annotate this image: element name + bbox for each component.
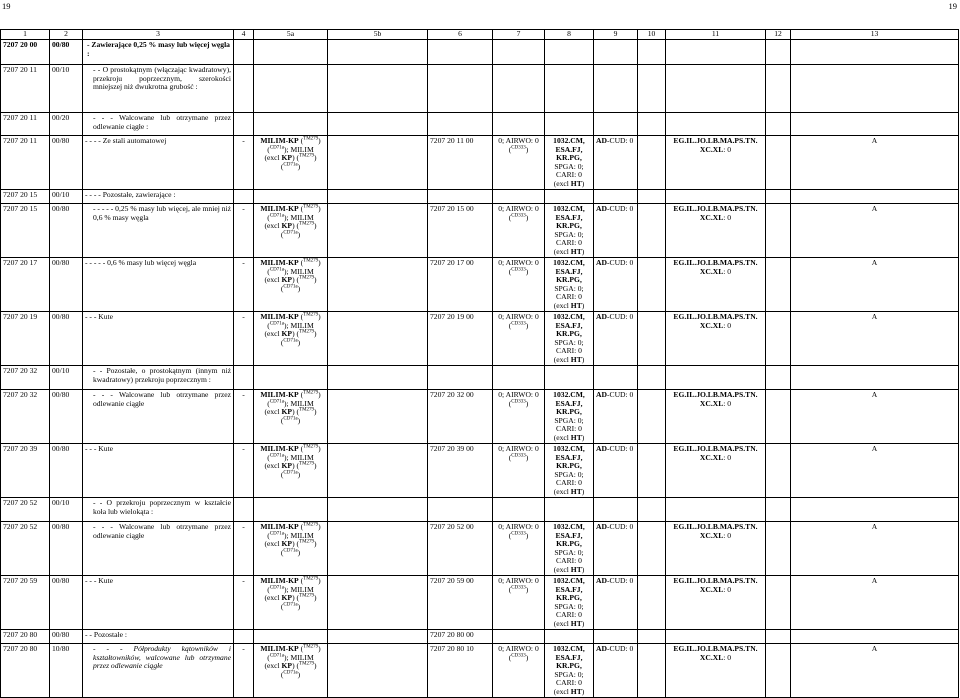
duty-cell: [493, 40, 545, 65]
col-header-3: 3: [83, 30, 234, 40]
measure-rule-cell: [254, 498, 328, 522]
tariff-table: [0, 29, 959, 698]
cn-code-cell: 7207 20 32: [1, 366, 50, 390]
description-cell: - - - Kute: [83, 312, 234, 366]
duty-cell: 0; AIRWO: 0 ($^{CD333}$): [493, 136, 545, 190]
preference-cell: [545, 630, 594, 644]
description-cell: - Zawierające 0,25 % masy lub więcej węgla :: [83, 40, 234, 65]
category-cell: A: [791, 444, 959, 498]
col4-cell: -: [234, 644, 254, 698]
antidumping-cell: AD-CUD: 0: [594, 258, 638, 312]
measure-rule-cell: [254, 366, 328, 390]
col-header-13: 13: [791, 30, 959, 40]
col5b-cell: [328, 522, 428, 576]
measure-rule-cell: MILIM-KP ($^{TM279}$) ($^{CD71a}$); MILIM (excl KP) ($^{TM279}$) ($^{CD71a}$): [254, 312, 328, 366]
table-row: [1, 204, 959, 258]
taric-suffix-cell: 00/80: [50, 136, 83, 190]
description-cell: - - Pozostałe :: [83, 630, 234, 644]
col-header-1: 1: [1, 30, 50, 40]
preference-cell: 1032.CM, ESA.FJ, KR.PG, SPGA: 0; CARI: 0 (excl HT): [545, 522, 594, 576]
cn-code-cell: 7207 20 11: [1, 65, 50, 113]
country-group-cell: [666, 190, 766, 204]
country-group-cell: EG.IL.JO.LB.MA.PS.TN. XC.XL: 0: [666, 312, 766, 366]
col10-cell: [638, 366, 666, 390]
measure-rule-cell: [254, 630, 328, 644]
col10-cell: [638, 644, 666, 698]
description-cell: - - - - - 0,6 % masy lub więcej węgla: [83, 258, 234, 312]
taric-suffix-cell: 00/80: [50, 312, 83, 366]
taric-suffix-cell: 00/10: [50, 190, 83, 204]
col10-cell: [638, 40, 666, 65]
duty-cell: 0; AIRWO: 0 ($^{CD333}$): [493, 390, 545, 444]
taric-suffix-cell: 00/80: [50, 258, 83, 312]
taric-code-cell: 7207 20 80 10: [428, 644, 493, 698]
table-row: [1, 190, 959, 204]
measure-rule-cell: [254, 65, 328, 113]
table-row: [1, 312, 959, 366]
description-cell: - - - Kute: [83, 576, 234, 630]
antidumping-cell: [594, 366, 638, 390]
table-row: [1, 630, 959, 644]
taric-suffix-cell: 00/80: [50, 522, 83, 576]
col-header-10: 10: [638, 30, 666, 40]
duty-cell: [493, 190, 545, 204]
table-row: [1, 576, 959, 630]
taric-suffix-cell: 00/20: [50, 113, 83, 136]
antidumping-cell: [594, 113, 638, 136]
duty-cell: [493, 498, 545, 522]
col4-cell: [234, 366, 254, 390]
col4-cell: [234, 113, 254, 136]
table-row: [1, 522, 959, 576]
measure-rule-cell: MILIM-KP ($^{TM279}$) ($^{CD71a}$); MILIM (excl KP) ($^{TM279}$) ($^{CD71a}$): [254, 644, 328, 698]
col12-cell: [766, 312, 791, 366]
col5b-cell: [328, 498, 428, 522]
taric-suffix-cell: 00/80: [50, 630, 83, 644]
col5b-cell: [328, 644, 428, 698]
country-group-cell: EG.IL.JO.LB.MA.PS.TN. XC.XL: 0: [666, 576, 766, 630]
table-row: [1, 498, 959, 522]
col10-cell: [638, 522, 666, 576]
preference-cell: [545, 498, 594, 522]
country-group-cell: EG.IL.JO.LB.MA.PS.TN. XC.XL: 0: [666, 444, 766, 498]
col10-cell: [638, 576, 666, 630]
preference-cell: 1032.CM, ESA.FJ, KR.PG, SPGA: 0; CARI: 0 (excl HT): [545, 390, 594, 444]
country-group-cell: [666, 630, 766, 644]
col5b-cell: [328, 630, 428, 644]
category-cell: [791, 498, 959, 522]
col4-cell: -: [234, 444, 254, 498]
col5b-cell: [328, 366, 428, 390]
antidumping-cell: [594, 498, 638, 522]
taric-code-cell: [428, 65, 493, 113]
category-cell: A: [791, 644, 959, 698]
duty-cell: 0; AIRWO: 0 ($^{CD333}$): [493, 204, 545, 258]
category-cell: [791, 113, 959, 136]
col12-cell: [766, 113, 791, 136]
category-cell: [791, 65, 959, 113]
measure-rule-cell: MILIM-KP ($^{TM279}$) ($^{CD71a}$); MILIM (excl KP) ($^{TM279}$) ($^{CD71a}$): [254, 576, 328, 630]
description-cell: - - O prostokątnym (włączając kwadratowy), przekroju poprzecznym, szerokości mniejszej niż dwukrotna grubość :: [83, 65, 234, 113]
col12-cell: [766, 258, 791, 312]
table-row: [1, 136, 959, 190]
measure-rule-cell: MILIM-KP ($^{TM279}$) ($^{CD71a}$); MILIM (excl KP) ($^{TM279}$) ($^{CD71a}$): [254, 522, 328, 576]
col-header-8: 8: [545, 30, 594, 40]
description-cell: - - - - Pozostałe, zawierające :: [83, 190, 234, 204]
category-cell: [791, 366, 959, 390]
duty-cell: 0; AIRWO: 0 ($^{CD333}$): [493, 312, 545, 366]
category-cell: A: [791, 136, 959, 190]
description-cell: - - - Kute: [83, 444, 234, 498]
measure-rule-cell: MILIM-KP ($^{TM279}$) ($^{CD71a}$); MILIM (excl KP) ($^{TM279}$) ($^{CD71a}$): [254, 444, 328, 498]
col5b-cell: [328, 444, 428, 498]
antidumping-cell: AD-CUD: 0: [594, 522, 638, 576]
taric-suffix-cell: 00/10: [50, 498, 83, 522]
taric-code-cell: 7207 20 11 00: [428, 136, 493, 190]
col12-cell: [766, 644, 791, 698]
description-cell: - - - - Ze stali automatowej: [83, 136, 234, 190]
col12-cell: [766, 630, 791, 644]
preference-cell: 1032.CM, ESA.FJ, KR.PG, SPGA: 0; CARI: 0 (excl HT): [545, 258, 594, 312]
col5b-cell: [328, 40, 428, 65]
col5b-cell: [328, 65, 428, 113]
duty-cell: [493, 630, 545, 644]
col-header-4: 4: [234, 30, 254, 40]
description-cell: - - - Walcowane lub otrzymane przez odlewanie ciągłe: [83, 522, 234, 576]
antidumping-cell: AD-CUD: 0: [594, 644, 638, 698]
taric-suffix-cell: 00/80: [50, 576, 83, 630]
table-row: [1, 113, 959, 136]
col12-cell: [766, 65, 791, 113]
col4-cell: -: [234, 390, 254, 444]
col-header-7: 7: [493, 30, 545, 40]
duty-cell: [493, 113, 545, 136]
duty-cell: 0; AIRWO: 0 ($^{CD333}$): [493, 444, 545, 498]
cn-code-cell: 7207 20 80: [1, 644, 50, 698]
col-header-9: 9: [594, 30, 638, 40]
col4-cell: -: [234, 204, 254, 258]
category-cell: A: [791, 312, 959, 366]
table-row: [1, 40, 959, 65]
country-group-cell: [666, 366, 766, 390]
col4-cell: [234, 190, 254, 204]
col5b-cell: [328, 113, 428, 136]
preference-cell: [545, 40, 594, 65]
col-header-11: 11: [666, 30, 766, 40]
antidumping-cell: AD-CUD: 0: [594, 444, 638, 498]
preference-cell: 1032.CM, ESA.FJ, KR.PG, SPGA: 0; CARI: 0 (excl HT): [545, 576, 594, 630]
country-group-cell: EG.IL.JO.LB.MA.PS.TN. XC.XL: 0: [666, 522, 766, 576]
duty-cell: 0; AIRWO: 0 ($^{CD333}$): [493, 644, 545, 698]
taric-code-cell: 7207 20 17 00: [428, 258, 493, 312]
preference-cell: 1032.CM, ESA.FJ, KR.PG, SPGA: 0; CARI: 0 (excl HT): [545, 204, 594, 258]
col12-cell: [766, 136, 791, 190]
taric-code-cell: 7207 20 39 00: [428, 444, 493, 498]
col5b-cell: [328, 312, 428, 366]
col5b-cell: [328, 190, 428, 204]
taric-code-cell: 7207 20 32 00: [428, 390, 493, 444]
col-header-6: 6: [428, 30, 493, 40]
country-group-cell: EG.IL.JO.LB.MA.PS.TN. XC.XL: 0: [666, 136, 766, 190]
col5b-cell: [328, 390, 428, 444]
col-header-12: 12: [766, 30, 791, 40]
cn-code-cell: 7207 20 32: [1, 390, 50, 444]
preference-cell: [545, 366, 594, 390]
taric-suffix-cell: 00/80: [50, 444, 83, 498]
col10-cell: [638, 136, 666, 190]
country-group-cell: EG.IL.JO.LB.MA.PS.TN. XC.XL: 0: [666, 390, 766, 444]
col12-cell: [766, 522, 791, 576]
col4-cell: [234, 65, 254, 113]
duty-cell: 0; AIRWO: 0 ($^{CD333}$): [493, 522, 545, 576]
description-cell: - - - Walcowane lub otrzymane przez odlewanie ciągłe :: [83, 113, 234, 136]
taric-code-cell: [428, 190, 493, 204]
table-row: [1, 390, 959, 444]
table-body: [1, 40, 959, 698]
col10-cell: [638, 258, 666, 312]
col5b-cell: [328, 136, 428, 190]
col10-cell: [638, 65, 666, 113]
duty-cell: 0; AIRWO: 0 ($^{CD333}$): [493, 576, 545, 630]
taric-code-cell: 7207 20 52 00: [428, 522, 493, 576]
col12-cell: [766, 444, 791, 498]
antidumping-cell: AD-CUD: 0: [594, 312, 638, 366]
table-row: [1, 366, 959, 390]
taric-code-cell: 7207 20 15 00: [428, 204, 493, 258]
preference-cell: [545, 113, 594, 136]
col12-cell: [766, 190, 791, 204]
antidumping-cell: AD-CUD: 0: [594, 390, 638, 444]
cn-code-cell: 7207 20 15: [1, 190, 50, 204]
description-cell: - - Pozostałe, o prostokątnym (innym niż kwadratowy) przekroju poprzecznym :: [83, 366, 234, 390]
col-header-5b: 5b: [328, 30, 428, 40]
measure-rule-cell: [254, 113, 328, 136]
measure-rule-cell: [254, 190, 328, 204]
category-cell: [791, 40, 959, 65]
description-cell: - - - - - 0,25 % masy lub więcej, ale mniej niż 0,6 % masy węgla: [83, 204, 234, 258]
category-cell: [791, 190, 959, 204]
antidumping-cell: [594, 40, 638, 65]
cn-code-cell: 7207 20 11: [1, 136, 50, 190]
col12-cell: [766, 366, 791, 390]
table-row: [1, 644, 959, 698]
col10-cell: [638, 312, 666, 366]
description-cell: - - - Walcowane lub otrzymane przez odlewanie ciągłe: [83, 390, 234, 444]
category-cell: A: [791, 390, 959, 444]
category-cell: A: [791, 258, 959, 312]
preference-cell: [545, 190, 594, 204]
col10-cell: [638, 190, 666, 204]
col12-cell: [766, 40, 791, 65]
col12-cell: [766, 390, 791, 444]
preference-cell: 1032.CM, ESA.FJ, KR.PG, SPGA: 0; CARI: 0 (excl HT): [545, 444, 594, 498]
antidumping-cell: AD-CUD: 0: [594, 136, 638, 190]
taric-code-cell: 7207 20 59 00: [428, 576, 493, 630]
category-cell: [791, 630, 959, 644]
col-header-5a: 5a: [254, 30, 328, 40]
country-group-cell: EG.IL.JO.LB.MA.PS.TN. XC.XL: 0: [666, 258, 766, 312]
cn-code-cell: 7207 20 19: [1, 312, 50, 366]
col4-cell: [234, 630, 254, 644]
measure-rule-cell: MILIM-KP ($^{TM279}$) ($^{CD71a}$); MILIM (excl KP) ($^{TM279}$) ($^{CD71a}$): [254, 204, 328, 258]
taric-code-cell: 7207 20 80 00: [428, 630, 493, 644]
taric-code-cell: [428, 40, 493, 65]
country-group-cell: EG.IL.JO.LB.MA.PS.TN. XC.XL: 0: [666, 644, 766, 698]
column-header-row: [1, 30, 959, 40]
category-cell: A: [791, 522, 959, 576]
preference-cell: 1032.CM, ESA.FJ, KR.PG, SPGA: 0; CARI: 0 (excl HT): [545, 136, 594, 190]
col12-cell: [766, 498, 791, 522]
taric-suffix-cell: 10/80: [50, 644, 83, 698]
col4-cell: -: [234, 136, 254, 190]
table-row: [1, 258, 959, 312]
measure-rule-cell: MILIM-KP ($^{TM279}$) ($^{CD71a}$); MILIM (excl KP) ($^{TM279}$) ($^{CD71a}$): [254, 390, 328, 444]
cn-code-cell: 7207 20 59: [1, 576, 50, 630]
col5b-cell: [328, 204, 428, 258]
col4-cell: [234, 498, 254, 522]
col-header-2: 2: [50, 30, 83, 40]
description-cell: - - - Półprodukty kątowników i kształtowników, walcowane lub otrzymane przez odlewanie ciągłe: [83, 644, 234, 698]
cn-code-cell: 7207 20 11: [1, 113, 50, 136]
country-group-cell: [666, 40, 766, 65]
country-group-cell: [666, 498, 766, 522]
col12-cell: [766, 576, 791, 630]
cn-code-cell: 7207 20 52: [1, 522, 50, 576]
col5b-cell: [328, 576, 428, 630]
col10-cell: [638, 444, 666, 498]
category-cell: A: [791, 576, 959, 630]
duty-cell: 0; AIRWO: 0 ($^{CD333}$): [493, 258, 545, 312]
col10-cell: [638, 390, 666, 444]
cn-code-cell: 7207 20 52: [1, 498, 50, 522]
taric-code-cell: [428, 366, 493, 390]
taric-code-cell: 7207 20 19 00: [428, 312, 493, 366]
preference-cell: [545, 65, 594, 113]
country-group-cell: [666, 113, 766, 136]
taric-suffix-cell: 00/80: [50, 390, 83, 444]
col4-cell: -: [234, 522, 254, 576]
col4-cell: -: [234, 576, 254, 630]
cn-code-cell: 7207 20 39: [1, 444, 50, 498]
table-row: [1, 65, 959, 113]
col10-cell: [638, 113, 666, 136]
col12-cell: [766, 204, 791, 258]
col10-cell: [638, 204, 666, 258]
country-group-cell: [666, 65, 766, 113]
taric-suffix-cell: 00/80: [50, 204, 83, 258]
col10-cell: [638, 630, 666, 644]
cn-code-cell: 7207 20 15: [1, 204, 50, 258]
cn-code-cell: 7207 20 80: [1, 630, 50, 644]
category-cell: A: [791, 204, 959, 258]
page-number-right: 19: [948, 1, 957, 11]
col10-cell: [638, 498, 666, 522]
cn-code-cell: 7207 20 17: [1, 258, 50, 312]
antidumping-cell: [594, 190, 638, 204]
taric-suffix-cell: 00/10: [50, 65, 83, 113]
taric-code-cell: [428, 113, 493, 136]
preference-cell: 1032.CM, ESA.FJ, KR.PG, SPGA: 0; CARI: 0 (excl HT): [545, 644, 594, 698]
duty-cell: [493, 65, 545, 113]
col4-cell: [234, 40, 254, 65]
measure-rule-cell: MILIM-KP ($^{TM279}$) ($^{CD71a}$); MILIM (excl KP) ($^{TM279}$) ($^{CD71a}$): [254, 136, 328, 190]
antidumping-cell: [594, 65, 638, 113]
taric-suffix-cell: 00/10: [50, 366, 83, 390]
country-group-cell: EG.IL.JO.LB.MA.PS.TN. XC.XL: 0: [666, 204, 766, 258]
taric-code-cell: [428, 498, 493, 522]
col5b-cell: [328, 258, 428, 312]
antidumping-cell: AD-CUD: 0: [594, 576, 638, 630]
page-number-left: 19: [2, 1, 11, 11]
description-cell: - - O przekroju poprzecznym w kształcie koła lub wielokąta :: [83, 498, 234, 522]
col4-cell: -: [234, 312, 254, 366]
table-row: [1, 444, 959, 498]
cn-code-cell: 7207 20 00: [1, 40, 50, 65]
antidumping-cell: AD-CUD: 0: [594, 204, 638, 258]
preference-cell: 1032.CM, ESA.FJ, KR.PG, SPGA: 0; CARI: 0 (excl HT): [545, 312, 594, 366]
col4-cell: -: [234, 258, 254, 312]
antidumping-cell: [594, 630, 638, 644]
taric-suffix-cell: 00/80: [50, 40, 83, 65]
measure-rule-cell: [254, 40, 328, 65]
duty-cell: [493, 366, 545, 390]
measure-rule-cell: MILIM-KP ($^{TM279}$) ($^{CD71a}$); MILIM (excl KP) ($^{TM279}$) ($^{CD71a}$): [254, 258, 328, 312]
